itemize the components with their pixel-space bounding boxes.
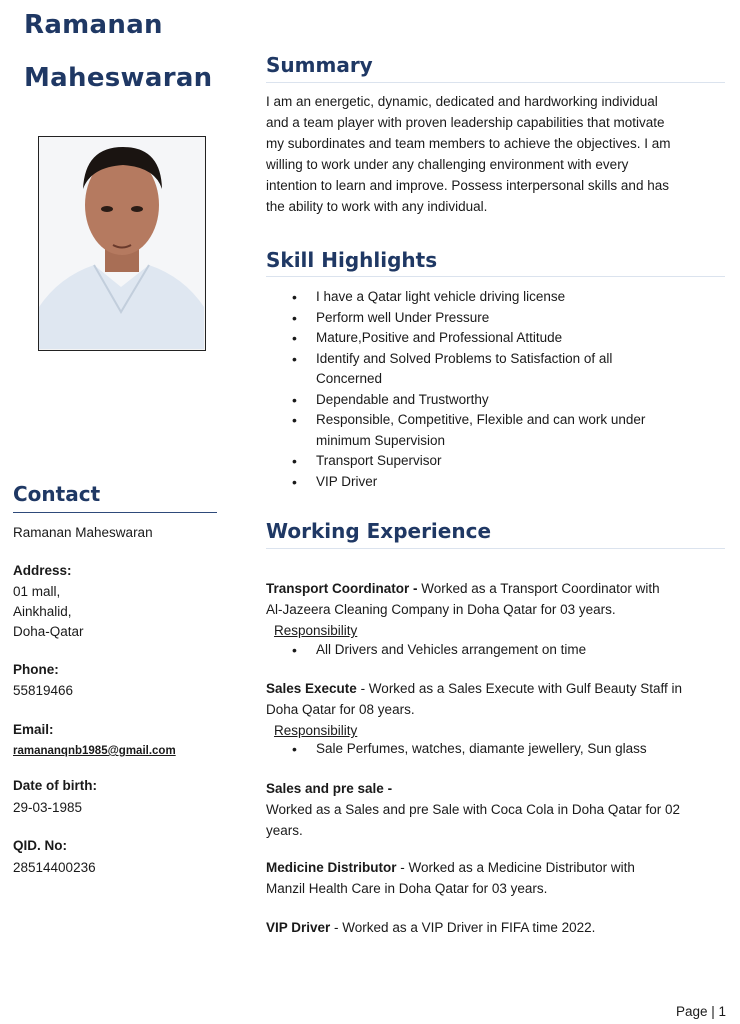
list-item: • Identify and Solved Problems to Satisfaction of all Concerned bbox=[316, 349, 656, 390]
experience-heading: Working Experience bbox=[266, 519, 492, 543]
list-item: • Sale Perfumes, watches, diamante jewellery, Sun glass bbox=[316, 739, 647, 760]
first-name: Ramanan bbox=[24, 10, 163, 40]
job-title: Sales Execute bbox=[266, 681, 357, 696]
person-photo-icon bbox=[39, 137, 204, 349]
summary-divider bbox=[266, 82, 725, 83]
phone-label: Phone: bbox=[13, 662, 59, 677]
job-title: Transport Coordinator - bbox=[266, 581, 418, 596]
job-desc: Worked as a Transport Coordinator with bbox=[417, 581, 660, 596]
responsibility-list bbox=[266, 739, 647, 760]
summary-line: I am an energetic, dynamic, dedicated and hardworking individual bbox=[266, 94, 658, 109]
job-desc-line: Worked as a Sales and pre Sale with Coca Cola in Doha Qatar for 02 bbox=[266, 802, 680, 817]
contact-heading: Contact bbox=[13, 482, 101, 506]
list-item: • Mature,Positive and Professional Attitude bbox=[316, 328, 656, 349]
list-item: • VIP Driver bbox=[316, 472, 656, 493]
summary-line: the ability to work with any individual. bbox=[266, 199, 488, 214]
summary-heading: Summary bbox=[266, 53, 373, 77]
qid-label: QID. No: bbox=[13, 838, 67, 853]
job-title: Medicine Distributor bbox=[266, 860, 397, 875]
list-item: • I have a Qatar light vehicle driving license bbox=[316, 287, 656, 308]
address-label: Address: bbox=[13, 563, 72, 578]
email-label: Email: bbox=[13, 722, 54, 737]
summary-line: intention to learn and improve. Possess interpersonal skills and has bbox=[266, 178, 669, 193]
list-item: • All Drivers and Vehicles arrangement on time bbox=[316, 640, 586, 661]
job-desc-line: years. bbox=[266, 823, 303, 838]
job-desc-line: Doha Qatar for 08 years. bbox=[266, 702, 415, 717]
job-entry bbox=[266, 678, 728, 741]
summary-line: my subordinates and team members to achieve the objectives. I am bbox=[266, 136, 671, 151]
job-entry bbox=[266, 857, 728, 899]
address-line-2: Ainkhalid, bbox=[13, 604, 72, 619]
last-name: Maheswaran bbox=[24, 63, 213, 93]
experience-divider bbox=[266, 548, 725, 549]
contact-divider bbox=[13, 512, 217, 513]
skills-list bbox=[266, 287, 656, 492]
job-entry bbox=[266, 578, 728, 641]
email-link[interactable]: ramananqnb1985@gmail.com bbox=[13, 745, 176, 757]
job-desc: - Worked as a Sales Execute with Gulf Beauty Staff in bbox=[356, 681, 682, 696]
responsibility-label: Responsibility bbox=[274, 623, 358, 638]
job-entry bbox=[266, 917, 728, 938]
skills-divider bbox=[266, 276, 725, 277]
job-title: Sales and pre sale - bbox=[266, 781, 393, 796]
job-desc: - Worked as a Medicine Distributor with bbox=[396, 860, 635, 875]
list-item: • Responsible, Competitive, Flexible and can work under minimum Supervision bbox=[316, 410, 656, 451]
job-title: VIP Driver bbox=[266, 920, 331, 935]
address-line-1: 01 mall, bbox=[13, 584, 61, 599]
phone-value: 55819466 bbox=[13, 683, 74, 698]
responsibility-list bbox=[266, 640, 586, 661]
responsibility-label: Responsibility bbox=[274, 723, 358, 738]
contact-name: Ramanan Maheswaran bbox=[13, 525, 153, 540]
list-item: • Perform well Under Pressure bbox=[316, 308, 656, 329]
summary-line: willing to work under any challenging environment with every bbox=[266, 157, 629, 172]
page-number: Page | 1 bbox=[675, 1004, 726, 1019]
address-line-3: Doha-Qatar bbox=[13, 624, 84, 639]
job-desc-line: Al-Jazeera Cleaning Company in Doha Qatar for 03 years. bbox=[266, 602, 616, 617]
skills-heading: Skill Highlights bbox=[266, 248, 438, 272]
dob-label: Date of birth: bbox=[13, 778, 97, 793]
profile-photo bbox=[38, 136, 206, 351]
job-desc: - Worked as a VIP Driver in FIFA time 2022. bbox=[330, 920, 596, 935]
summary-line: and a team player with proven leadership capabilities that motivate bbox=[266, 115, 665, 130]
list-item: • Transport Supervisor bbox=[316, 451, 656, 472]
job-desc-line: Manzil Health Care in Doha Qatar for 03 years. bbox=[266, 881, 548, 896]
list-item: • Dependable and Trustworthy bbox=[316, 390, 656, 411]
dob-value: 29-03-1985 bbox=[13, 800, 83, 815]
summary-text bbox=[266, 91, 728, 217]
qid-value: 28514400236 bbox=[13, 860, 96, 875]
job-entry bbox=[266, 778, 728, 841]
